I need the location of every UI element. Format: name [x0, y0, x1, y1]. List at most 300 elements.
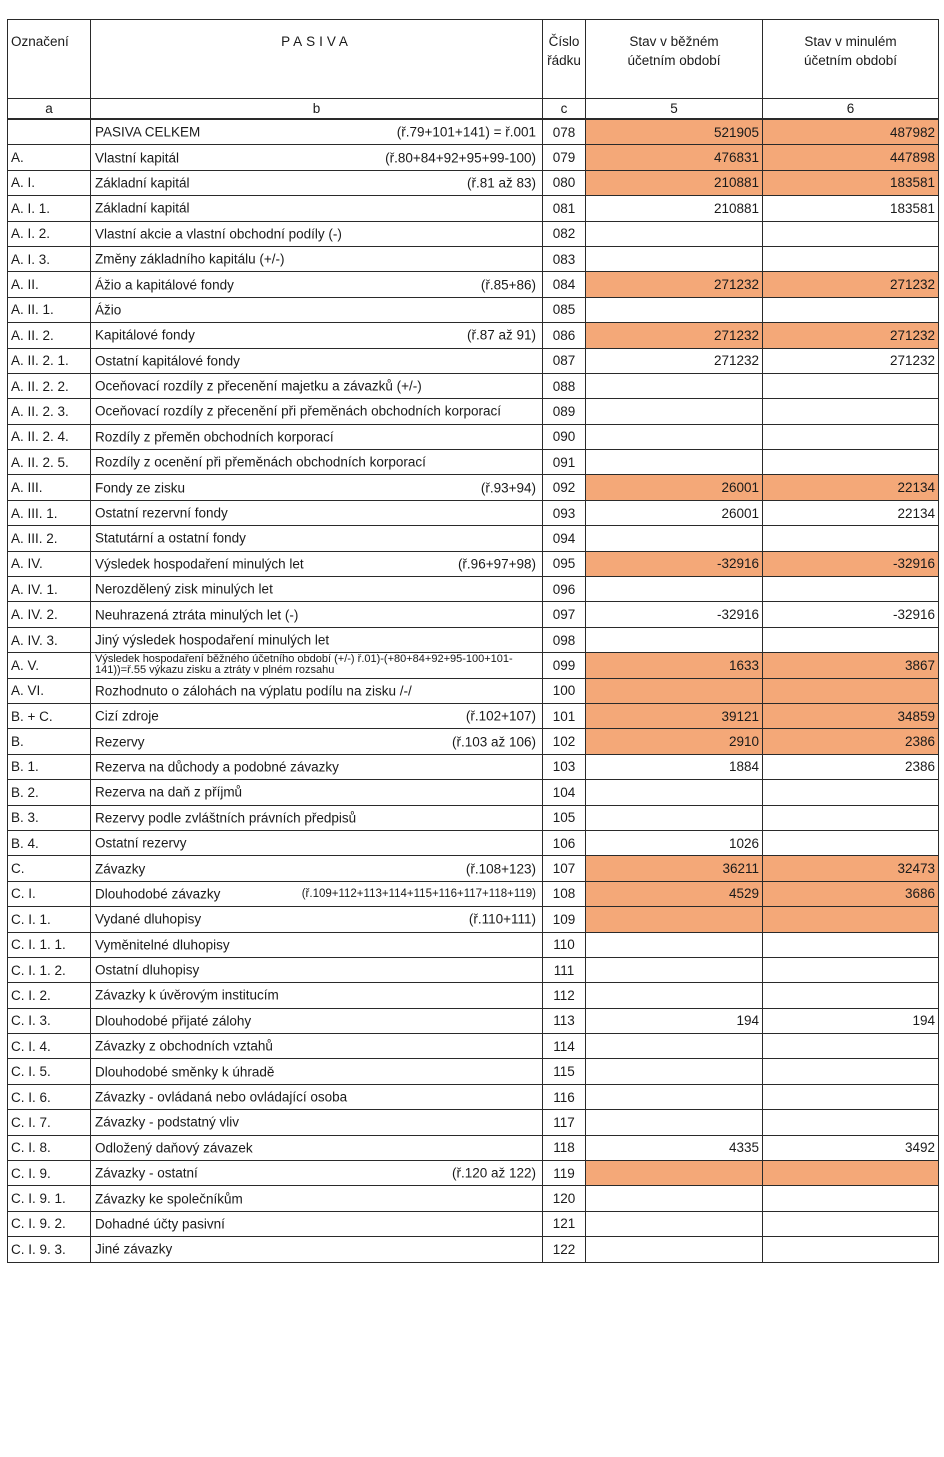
row-previous-period [763, 1059, 939, 1084]
row-current-period: 26001 [586, 475, 763, 500]
header-col-b: b [91, 99, 543, 120]
row-previous-period [763, 1110, 939, 1135]
row-number: 110 [543, 932, 586, 957]
row-label: Závazky [95, 861, 146, 877]
table-row [8, 450, 939, 475]
row-number: 100 [543, 678, 586, 703]
row-description [91, 1059, 543, 1084]
row-current-period: 271232 [586, 348, 763, 373]
row-code: C. I. 6. [8, 1084, 91, 1109]
row-description [91, 805, 543, 830]
row-previous-period: 2386 [763, 729, 939, 754]
row-code: A. II. 2. 4. [8, 424, 91, 449]
row-label: Dlouhodobé závazky [95, 886, 221, 902]
header-stav-minule-line2: účetním období [803, 53, 898, 68]
row-number: 120 [543, 1186, 586, 1211]
row-description [91, 221, 543, 246]
row-current-period [586, 526, 763, 551]
row-current-period: 2910 [586, 729, 763, 754]
row-number: 118 [543, 1135, 586, 1160]
header-stav-minule-line1: Stav v minulém [804, 34, 897, 49]
table-row [8, 577, 939, 602]
row-number: 090 [543, 424, 586, 449]
row-number: 116 [543, 1084, 586, 1109]
row-number: 104 [543, 780, 586, 805]
row-label: Základní kapitál [95, 200, 190, 216]
row-current-period: 1633 [586, 653, 763, 678]
row-code: C. I. 4. [8, 1034, 91, 1059]
table-row [8, 957, 939, 982]
row-number: 101 [543, 703, 586, 728]
row-label: Nerozdělený zisk minulých let [95, 581, 273, 597]
row-current-period [586, 1211, 763, 1236]
table-row [8, 196, 939, 221]
row-number: 094 [543, 526, 586, 551]
row-number: 096 [543, 577, 586, 602]
header-stav-bezne-line1: Stav v běžném [629, 34, 719, 49]
table-row [8, 805, 939, 830]
row-current-period: 1026 [586, 830, 763, 855]
row-description [91, 297, 543, 322]
row-label: Vlastní akcie a vlastní obchodní podíly (-) [95, 226, 342, 242]
row-description [91, 653, 543, 678]
row-number: 082 [543, 221, 586, 246]
row-current-period: 4335 [586, 1135, 763, 1160]
row-description [91, 830, 543, 855]
row-label: Jiný výsledek hospodaření minulých let [95, 632, 330, 648]
row-code: A. II. 2. 1. [8, 348, 91, 373]
table-row [8, 932, 939, 957]
row-description [91, 703, 543, 728]
row-label: Dlouhodobé směnky k úhradě [95, 1064, 275, 1080]
row-description [91, 246, 543, 271]
table-header [8, 20, 939, 120]
row-description [91, 1084, 543, 1109]
row-code: B. 1. [8, 754, 91, 779]
row-previous-period: 32473 [763, 856, 939, 881]
table-row [8, 221, 939, 246]
row-code: C. [8, 856, 91, 881]
row-description [91, 145, 543, 170]
row-number: 112 [543, 983, 586, 1008]
row-label: Rezerva na daň z příjmů [95, 784, 243, 800]
row-description [91, 119, 543, 145]
row-code: B. 4. [8, 830, 91, 855]
header-col-5: 5 [586, 99, 763, 120]
row-label: Fondy ze zisku [95, 480, 186, 496]
row-previous-period [763, 577, 939, 602]
row-current-period [586, 983, 763, 1008]
row-current-period [586, 373, 763, 398]
row-number: 087 [543, 348, 586, 373]
row-current-period [586, 1084, 763, 1109]
row-previous-period [763, 1237, 939, 1262]
row-description [91, 170, 543, 195]
row-label: Základní kapitál [95, 175, 190, 191]
table-row [8, 373, 939, 398]
table-row [8, 500, 939, 525]
row-description [91, 373, 543, 398]
row-number: 095 [543, 551, 586, 576]
row-current-period [586, 1059, 763, 1084]
header-stav-bezne-line2: účetním období [627, 53, 721, 68]
row-current-period [586, 1186, 763, 1211]
row-number: 115 [543, 1059, 586, 1084]
row-formula: (ř.93+94) [480, 480, 536, 496]
table-row [8, 1161, 939, 1186]
header-col-a: a [8, 99, 91, 120]
row-description [91, 627, 543, 652]
row-description [91, 399, 543, 424]
table-row [8, 348, 939, 373]
row-previous-period [763, 983, 939, 1008]
row-number: 098 [543, 627, 586, 652]
row-description [91, 1237, 543, 1262]
row-label: Ážio a kapitálové fondy [95, 277, 234, 293]
row-current-period [586, 1237, 763, 1262]
row-number: 109 [543, 907, 586, 932]
row-number: 102 [543, 729, 586, 754]
table-row [8, 119, 939, 145]
header-row-titles [8, 20, 939, 99]
row-description [91, 450, 543, 475]
row-label: Vyměnitelné dluhopisy [95, 937, 230, 953]
table-row [8, 297, 939, 322]
row-current-period [586, 450, 763, 475]
header-oznaceni-text: Označení [11, 34, 69, 49]
row-label: Závazky - podstatný vliv [95, 1114, 240, 1130]
row-previous-period [763, 221, 939, 246]
table-row [8, 272, 939, 297]
row-current-period: 4529 [586, 881, 763, 906]
row-number: 119 [543, 1161, 586, 1186]
row-number: 093 [543, 500, 586, 525]
table-row [8, 246, 939, 271]
table-row [8, 526, 939, 551]
row-current-period [586, 577, 763, 602]
row-current-period [586, 678, 763, 703]
row-code: A. I. 1. [8, 196, 91, 221]
row-previous-period [763, 526, 939, 551]
row-code: C. I. 3. [8, 1008, 91, 1033]
row-label: Závazky - ostatní [95, 1165, 198, 1181]
row-description [91, 577, 543, 602]
table-row [8, 1008, 939, 1033]
table-row [8, 1186, 939, 1211]
row-current-period [586, 1034, 763, 1059]
row-description [91, 780, 543, 805]
row-description [91, 1186, 543, 1211]
row-code: A. IV. 3. [8, 627, 91, 652]
row-number: 083 [543, 246, 586, 271]
row-previous-period [763, 1161, 939, 1186]
row-formula: (ř.85+86) [480, 277, 536, 293]
row-label: Rozdíly z přeměn obchodních korporací [95, 429, 334, 445]
row-label: Závazky z obchodních vztahů [95, 1038, 273, 1054]
row-current-period [586, 221, 763, 246]
row-formula: (ř.120 až 122) [451, 1165, 536, 1181]
table-row [8, 856, 939, 881]
row-label: Dohadné účty pasivní [95, 1216, 225, 1232]
row-formula: (ř.108+123) [465, 861, 536, 877]
row-previous-period [763, 678, 939, 703]
row-previous-period: -32916 [763, 551, 939, 576]
row-code: C. I. 9. [8, 1161, 91, 1186]
row-label: Výsledek hospodaření minulých let [95, 556, 304, 572]
row-current-period: 210881 [586, 196, 763, 221]
header-stav-bezne [586, 20, 763, 99]
row-current-period [586, 399, 763, 424]
row-code: B. [8, 729, 91, 754]
row-label: Dlouhodobé přijaté zálohy [95, 1013, 252, 1029]
row-code: A. II. 1. [8, 297, 91, 322]
row-number: 106 [543, 830, 586, 855]
row-formula: (ř.81 až 83) [466, 175, 536, 191]
row-label: Neuhrazená ztráta minulých let (-) [95, 607, 299, 623]
row-current-period [586, 627, 763, 652]
row-description [91, 678, 543, 703]
row-label: Rezervy [95, 734, 145, 750]
row-previous-period [763, 957, 939, 982]
row-description [91, 932, 543, 957]
row-number: 079 [543, 145, 586, 170]
row-formula: (ř.79+101+141) = ř.001 [396, 124, 536, 140]
row-current-period [586, 780, 763, 805]
row-label: Rezerva na důchody a podobné závazky [95, 759, 339, 775]
row-previous-period: 34859 [763, 703, 939, 728]
row-code: C. I. 1. 2. [8, 957, 91, 982]
row-number: 078 [543, 119, 586, 145]
row-label: Ostatní rezervní fondy [95, 505, 228, 521]
row-formula: (ř.109+112+113+114+115+116+117+118+119) [301, 887, 536, 900]
table-row [8, 729, 939, 754]
row-number: 108 [543, 881, 586, 906]
row-formula: (ř.87 až 91) [466, 327, 536, 343]
row-code: A. II. 2. [8, 323, 91, 348]
row-number: 121 [543, 1211, 586, 1236]
table-row [8, 170, 939, 195]
table-row [8, 1135, 939, 1160]
row-previous-period [763, 830, 939, 855]
row-previous-period: 3492 [763, 1135, 939, 1160]
row-label: Rezervy podle zvláštních právních předpisů [95, 810, 357, 826]
row-previous-period: 487982 [763, 119, 939, 145]
row-previous-period [763, 297, 939, 322]
table-row [8, 703, 939, 728]
table-row [8, 1059, 939, 1084]
row-label: Závazky k úvěrovým institucím [95, 987, 279, 1003]
row-current-period: 26001 [586, 500, 763, 525]
row-description [91, 957, 543, 982]
row-number: 086 [543, 323, 586, 348]
row-label: Oceňovací rozdíly z přecenění majetku a závazků (+/-) [95, 378, 422, 394]
table-row [8, 678, 939, 703]
row-previous-period [763, 450, 939, 475]
row-label: Cizí zdroje [95, 708, 159, 724]
table-row [8, 424, 939, 449]
row-code: C. I. 8. [8, 1135, 91, 1160]
row-code: A. I. 3. [8, 246, 91, 271]
table-row [8, 1237, 939, 1262]
row-previous-period: 271232 [763, 272, 939, 297]
row-description [91, 881, 543, 906]
row-label: Ážio [95, 302, 122, 318]
row-description [91, 983, 543, 1008]
row-previous-period [763, 805, 939, 830]
row-label: Ostatní rezervy [95, 835, 187, 851]
row-previous-period [763, 932, 939, 957]
row-label: Kapitálové fondy [95, 327, 195, 343]
row-previous-period: 183581 [763, 196, 939, 221]
table-row [8, 907, 939, 932]
row-previous-period: 183581 [763, 170, 939, 195]
row-code: A. III. 1. [8, 500, 91, 525]
row-label: Výsledek hospodaření běžného účetního období (+/-) ř.01)-(+80+84+92+95-100+101-141))=ř.55 výkazu zisku a ztráty v plném rozsahu [95, 653, 513, 677]
row-number: 099 [543, 653, 586, 678]
row-code: C. I. 9. 2. [8, 1211, 91, 1236]
table-body [8, 119, 939, 1262]
row-code: C. I. [8, 881, 91, 906]
header-oznaceni [8, 20, 91, 99]
row-current-period: -32916 [586, 551, 763, 576]
row-label: Závazky - ovládaná nebo ovládající osoba [95, 1089, 348, 1105]
row-code: A. I. 2. [8, 221, 91, 246]
row-description [91, 551, 543, 576]
row-number: 092 [543, 475, 586, 500]
row-description [91, 729, 543, 754]
table-row [8, 145, 939, 170]
row-current-period [586, 424, 763, 449]
row-previous-period: 22134 [763, 500, 939, 525]
header-stav-minule [763, 20, 939, 99]
row-description [91, 272, 543, 297]
row-code: A. V. [8, 653, 91, 678]
row-current-period: 194 [586, 1008, 763, 1033]
row-description [91, 602, 543, 627]
row-description [91, 907, 543, 932]
row-label: PASIVA CELKEM [95, 124, 201, 140]
table-row [8, 1084, 939, 1109]
row-description [91, 1034, 543, 1059]
row-description [91, 1008, 543, 1033]
row-description [91, 1110, 543, 1135]
row-description [91, 1135, 543, 1160]
row-current-period [586, 805, 763, 830]
row-current-period [586, 1161, 763, 1186]
row-number: 114 [543, 1034, 586, 1059]
row-label: Rozhodnuto o zálohách na výplatu podílu na zisku /-/ [95, 683, 412, 699]
table-row [8, 754, 939, 779]
row-code: A. II. [8, 272, 91, 297]
row-description [91, 856, 543, 881]
row-description [91, 1161, 543, 1186]
row-code: B. 3. [8, 805, 91, 830]
row-formula: (ř.80+84+92+95+99-100) [385, 150, 536, 166]
row-label: Vlastní kapitál [95, 150, 180, 166]
header-row-letters [8, 99, 939, 120]
row-label: Odložený daňový závazek [95, 1140, 253, 1156]
row-code [8, 119, 91, 145]
row-description [91, 526, 543, 551]
row-code: A. IV. 1. [8, 577, 91, 602]
row-code: A. IV. [8, 551, 91, 576]
row-label: Oceňovací rozdíly z přecenění při přeměnách obchodních korporací [95, 403, 501, 419]
row-current-period: 271232 [586, 272, 763, 297]
row-code: C. I. 9. 1. [8, 1186, 91, 1211]
row-label: Jiné závazky [95, 1241, 173, 1257]
header-cislo-radku [543, 20, 586, 99]
row-previous-period: -32916 [763, 602, 939, 627]
row-description [91, 424, 543, 449]
row-code: A. VI. [8, 678, 91, 703]
row-code: A. IV. 2. [8, 602, 91, 627]
row-current-period [586, 932, 763, 957]
row-description [91, 323, 543, 348]
table-row [8, 983, 939, 1008]
row-current-period: -32916 [586, 602, 763, 627]
row-formula: (ř.102+107) [465, 708, 536, 724]
table-row [8, 653, 939, 678]
row-previous-period: 2386 [763, 754, 939, 779]
header-cislo-line1: Číslo [548, 34, 580, 49]
row-code: A. II. 2. 5. [8, 450, 91, 475]
row-number: 103 [543, 754, 586, 779]
row-label: Změny základního kapitálu (+/-) [95, 251, 285, 267]
header-pasiva-text: PASIVA [281, 34, 352, 49]
header-col-6: 6 [763, 99, 939, 120]
row-previous-period [763, 1034, 939, 1059]
header-col-c: c [543, 99, 586, 120]
row-number: 107 [543, 856, 586, 881]
row-code: C. I. 5. [8, 1059, 91, 1084]
row-current-period [586, 907, 763, 932]
row-label: Ostatní kapitálové fondy [95, 353, 240, 369]
row-previous-period: 22134 [763, 475, 939, 500]
table-row [8, 475, 939, 500]
row-previous-period: 271232 [763, 323, 939, 348]
row-previous-period [763, 1211, 939, 1236]
table-row [8, 602, 939, 627]
row-code: A. II. 2. 2. [8, 373, 91, 398]
row-code: C. I. 7. [8, 1110, 91, 1135]
row-previous-period [763, 1084, 939, 1109]
table-row [8, 881, 939, 906]
row-previous-period [763, 373, 939, 398]
row-previous-period [763, 780, 939, 805]
row-current-period: 521905 [586, 119, 763, 145]
row-formula: (ř.96+97+98) [457, 556, 536, 572]
row-formula: (ř.103 až 106) [451, 734, 536, 750]
row-current-period: 1884 [586, 754, 763, 779]
row-description [91, 1211, 543, 1236]
row-previous-period [763, 424, 939, 449]
row-code: A. II. 2. 3. [8, 399, 91, 424]
header-pasiva [91, 20, 543, 99]
row-current-period [586, 297, 763, 322]
row-previous-period: 3867 [763, 653, 939, 678]
row-label: Statutární a ostatní fondy [95, 530, 246, 546]
row-description [91, 475, 543, 500]
row-code: C. I. 1. [8, 907, 91, 932]
row-previous-period [763, 1186, 939, 1211]
row-description [91, 754, 543, 779]
table-row [8, 323, 939, 348]
table-row [8, 1034, 939, 1059]
row-previous-period: 3686 [763, 881, 939, 906]
row-label: Závazky ke společníkům [95, 1191, 243, 1207]
table-row [8, 1110, 939, 1135]
row-number: 080 [543, 170, 586, 195]
